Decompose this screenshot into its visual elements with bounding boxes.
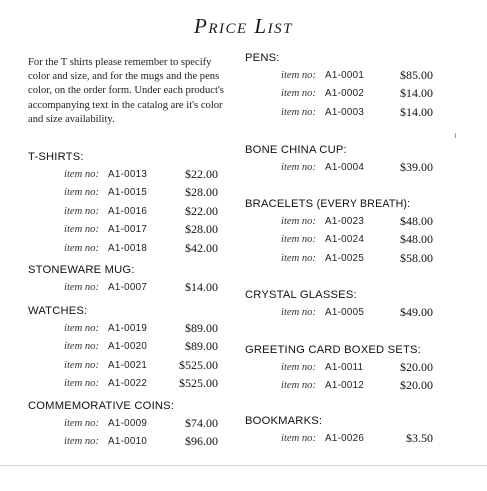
item-code: A1-0004 xyxy=(325,162,365,173)
heading-main: BRACELETS xyxy=(245,198,314,210)
section-watches xyxy=(28,305,218,393)
list-item xyxy=(245,429,433,447)
list-item xyxy=(28,183,218,201)
section-crystal-glasses xyxy=(245,289,433,321)
item-label: item no: xyxy=(281,307,317,318)
item-list xyxy=(28,319,218,393)
item-price: $3.50 xyxy=(406,431,433,445)
item-label: item no: xyxy=(64,242,100,254)
list-item xyxy=(245,212,433,230)
section-heading: PENS: xyxy=(245,52,280,64)
item-price: $89.00 xyxy=(185,339,218,354)
list-item xyxy=(28,374,218,392)
list-item xyxy=(28,202,218,220)
item-list xyxy=(245,358,433,395)
intro-paragraph: For the T shirts please remember to specify color and size, and for the mugs and the pens color, on the order form. Under each product's accompanying text in the catalog are it's color and size availability. xyxy=(28,57,224,125)
item-list xyxy=(245,429,433,447)
item-code: A1-0020 xyxy=(108,341,148,353)
list-item xyxy=(245,66,433,84)
item-code: A1-0019 xyxy=(108,323,148,334)
section-commemorative-coins xyxy=(28,400,218,451)
section-pens xyxy=(245,52,433,121)
item-code: A1-0018 xyxy=(108,242,148,254)
item-price: $39.00 xyxy=(400,160,433,174)
item-code: A1-0016 xyxy=(108,205,148,217)
item-code: A1-0022 xyxy=(108,378,148,390)
item-code: A1-0015 xyxy=(108,187,148,199)
item-code: A1-0007 xyxy=(108,282,148,293)
item-price: $96.00 xyxy=(185,434,218,449)
item-code: A1-0010 xyxy=(108,436,148,448)
item-list xyxy=(28,414,218,451)
list-item xyxy=(28,337,218,355)
item-label: item no: xyxy=(281,380,317,392)
item-list xyxy=(28,278,218,296)
item-label: item no: xyxy=(281,162,317,173)
item-code: A1-0025 xyxy=(325,252,365,264)
item-code: A1-0009 xyxy=(108,418,148,429)
list-item xyxy=(28,239,218,257)
item-price: $525.00 xyxy=(179,357,218,372)
item-label: item no: xyxy=(64,378,100,390)
scan-mark xyxy=(455,133,456,138)
item-code: A1-0013 xyxy=(108,169,148,180)
section-bone-china-cup xyxy=(245,144,433,176)
section-stoneware-mug xyxy=(28,264,218,296)
item-price: $42.00 xyxy=(185,240,218,255)
item-code: A1-0001 xyxy=(325,70,365,81)
item-label: item no: xyxy=(64,359,100,371)
item-code: A1-0023 xyxy=(325,216,365,227)
item-label: item no: xyxy=(281,234,317,246)
item-label: item no: xyxy=(281,216,317,227)
item-label: item no: xyxy=(64,169,100,180)
list-item xyxy=(245,158,433,176)
item-label: item no: xyxy=(281,70,317,81)
item-price: $48.00 xyxy=(400,232,433,247)
list-item xyxy=(28,220,218,238)
list-item xyxy=(28,414,218,432)
item-label: item no: xyxy=(64,418,100,429)
section-heading: WATCHES: xyxy=(28,305,88,317)
item-label: item no: xyxy=(281,252,317,264)
section-bracelets xyxy=(245,198,433,267)
item-label: item no: xyxy=(281,433,317,444)
item-code: A1-0002 xyxy=(325,88,365,100)
page-title: Price List xyxy=(194,14,293,38)
section-t-shirts xyxy=(28,151,218,257)
section-heading: T-SHIRTS: xyxy=(28,151,84,163)
item-price: $14.00 xyxy=(185,280,218,294)
item-code: A1-0017 xyxy=(108,224,148,236)
item-price: $85.00 xyxy=(400,68,433,82)
section-heading: GREETING CARD BOXED SETS: xyxy=(245,344,421,356)
item-price: $74.00 xyxy=(185,416,218,430)
list-item xyxy=(245,358,433,376)
item-price: $14.00 xyxy=(400,104,433,119)
item-label: item no: xyxy=(64,323,100,334)
section-heading: STONEWARE MUG: xyxy=(28,264,135,276)
item-price: $525.00 xyxy=(179,376,218,391)
section-greeting-card-boxed-sets xyxy=(245,344,433,395)
item-price: $22.00 xyxy=(185,167,218,181)
item-code: A1-0012 xyxy=(325,380,365,392)
item-label: item no: xyxy=(281,362,317,373)
list-item xyxy=(28,165,218,183)
list-item xyxy=(28,319,218,337)
item-label: item no: xyxy=(64,187,100,199)
list-item xyxy=(245,84,433,102)
section-heading: BONE CHINA CUP: xyxy=(245,144,347,156)
item-code: A1-0005 xyxy=(325,307,365,318)
section-heading: COMMEMORATIVE COINS: xyxy=(28,400,175,412)
heading-sub: (EVERY BREATH): xyxy=(316,198,411,210)
item-list xyxy=(245,212,433,267)
item-label: item no: xyxy=(64,224,100,236)
item-code: A1-0021 xyxy=(108,359,148,371)
item-label: item no: xyxy=(64,282,100,293)
item-price: $28.00 xyxy=(185,185,218,200)
list-item xyxy=(245,376,433,394)
item-price: $20.00 xyxy=(400,360,433,374)
list-item xyxy=(245,249,433,267)
item-price: $49.00 xyxy=(400,305,433,319)
item-code: A1-0003 xyxy=(325,106,365,118)
item-price: $14.00 xyxy=(400,86,433,101)
item-label: item no: xyxy=(64,341,100,353)
list-item xyxy=(28,356,218,374)
list-item xyxy=(245,103,433,121)
page-edge xyxy=(0,465,487,466)
item-label: item no: xyxy=(281,88,317,100)
item-code: A1-0011 xyxy=(325,362,364,373)
item-code: A1-0026 xyxy=(325,433,365,444)
item-list xyxy=(245,158,433,176)
item-list xyxy=(245,303,433,321)
item-price: $20.00 xyxy=(400,378,433,393)
item-price: $22.00 xyxy=(185,203,218,218)
list-item xyxy=(28,432,218,450)
item-price: $89.00 xyxy=(185,321,218,335)
section-heading: BOOKMARKS: xyxy=(245,415,323,427)
section-heading: CRYSTAL GLASSES: xyxy=(245,289,357,301)
list-item xyxy=(245,303,433,321)
section-bookmarks xyxy=(245,415,433,447)
item-list xyxy=(28,165,218,257)
item-price: $48.00 xyxy=(400,214,433,228)
list-item xyxy=(28,278,218,296)
item-list xyxy=(245,66,433,121)
item-label: item no: xyxy=(64,436,100,448)
list-item xyxy=(245,230,433,248)
item-price: $28.00 xyxy=(185,222,218,237)
item-price: $58.00 xyxy=(400,250,433,265)
item-label: item no: xyxy=(64,205,100,217)
item-code: A1-0024 xyxy=(325,234,365,246)
item-label: item no: xyxy=(281,106,317,118)
section-heading xyxy=(245,198,433,210)
